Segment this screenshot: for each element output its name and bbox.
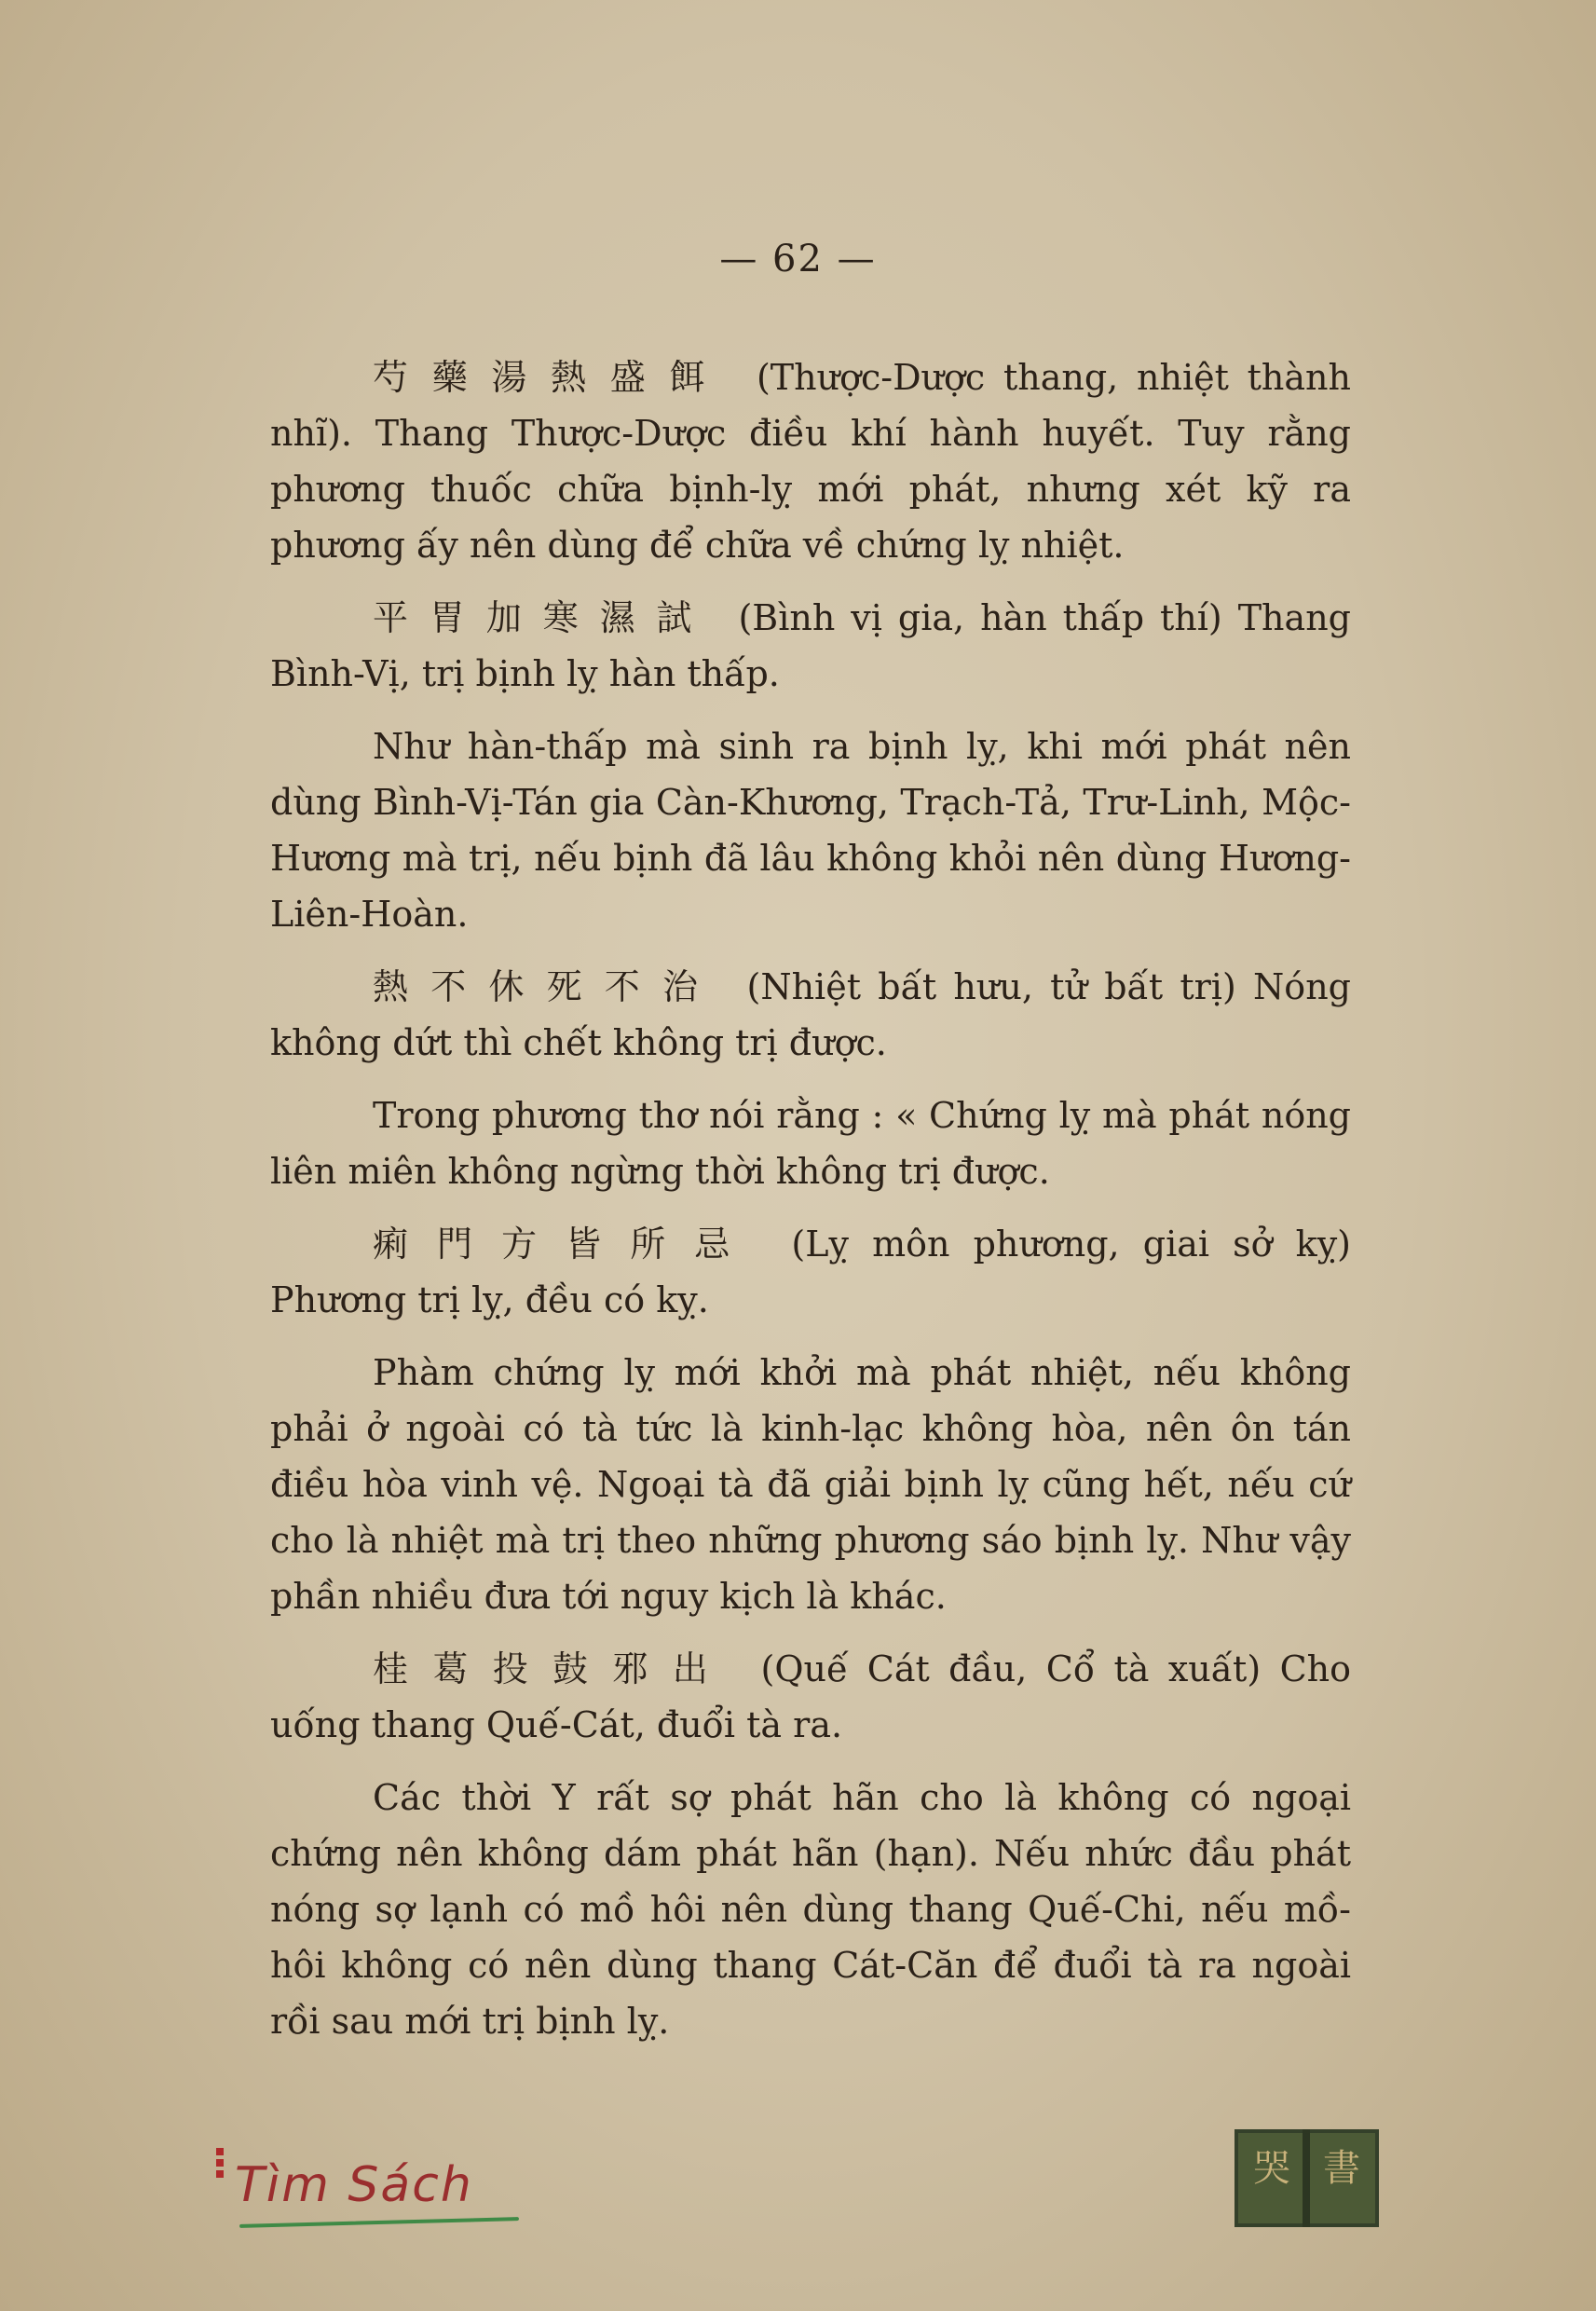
entry-text: (Lỵ môn phương, giai sở kỵ) Phương trị lỵ, đều có kỵ. [270,1224,1351,1320]
han-characters: 桂葛投鼓邪出 [373,1648,733,1689]
timsach-logo [216,2139,514,2241]
entry-paragraph [270,590,1351,702]
entry-paragraph [270,1216,1351,1328]
book-glyph-right: 書 [1323,2147,1360,2190]
body-paragraph: Như hàn-thấp mà sinh ra bịnh lỵ, khi mới phát nên dùng Bình-Vị-Tán gia Càn-Khương, Trạch-Tả, Trư-Linh, Mộc-Hương mà trị, nếu bịnh đã lâu không khỏi nên dùng Hương-Liên-Hoàn. [270,726,1351,935]
logo-wordmark: Tìm Sách [235,2157,473,2213]
entry-text: (Thược-Dược thang, nhiệt thành nhĩ). Thang Thược-Dược điều khí hành huyết. Tuy rằng phương thuốc chữa bịnh-lỵ mới phát, nhưng xét kỹ ra phương ấy nên dùng để chữa về chứng lỵ nhiệt. [270,357,1351,566]
body-text [270,349,1351,2066]
logo-dots-icon [216,2148,224,2181]
han-characters: 平胃加寒濕試 [373,597,714,638]
han-characters: 芍藥湯熱盛餌 [373,357,730,398]
book-glyph-left: 哭 [1253,2147,1290,2190]
body-paragraph: Các thời Y rất sợ phát hãn cho là không có ngoại chứng nên không dám phát hãn (hạn). Nếu nhức đầu phát nóng sợ lạnh có mồ hôi nên dùng thang Quế-Chi, nếu mồ-hôi không có nên dùng thang Cát-Căn để đuổi tà ra ngoài rồi sau mới trị bịnh lỵ. [270,1777,1351,2042]
entry-text: (Quế Cát đầu, Cổ tà xuất) Cho uống thang Quế-Cát, đuổi tà ra. [270,1648,1351,1745]
book-logo-icon [1235,2101,1379,2232]
han-characters: 痢門方皆所忌 [373,1224,759,1265]
entry-text: (Bình vị gia, hàn thấp thí) Thang Bình-Vị, trị bịnh lỵ hàn thấp. [270,597,1351,694]
book-spine [1303,2129,1310,2227]
entry-paragraph [270,349,1351,573]
entry-text: (Nhiệt bất hưu, tử bất trị) Nóng không dứt thì chết không trị được. [270,966,1351,1063]
body-paragraph: Phàm chứng lỵ mới khởi mà phát nhiệt, nếu không phải ở ngoài có tà tức là kinh-lạc không hòa, nên ôn tán điều hòa vinh vệ. Ngoại tà đã giải bịnh lỵ cũng hết, nếu cứ cho là nhiệt mà trị theo những phương sáo bịnh lỵ. Như vậy phần nhiều đưa tới nguy kịch là khác. [270,1352,1351,1617]
han-characters: 熱不休死不治 [373,966,721,1007]
entry-paragraph [270,959,1351,1071]
logo-swoosh [239,2217,519,2228]
body-paragraph: Trong phương thơ nói rằng : « Chứng lỵ mà phát nóng liên miên không ngừng thời không trị được. [270,1095,1351,1192]
entry-paragraph [270,1641,1351,1753]
page-number: — 62 — [719,238,877,280]
